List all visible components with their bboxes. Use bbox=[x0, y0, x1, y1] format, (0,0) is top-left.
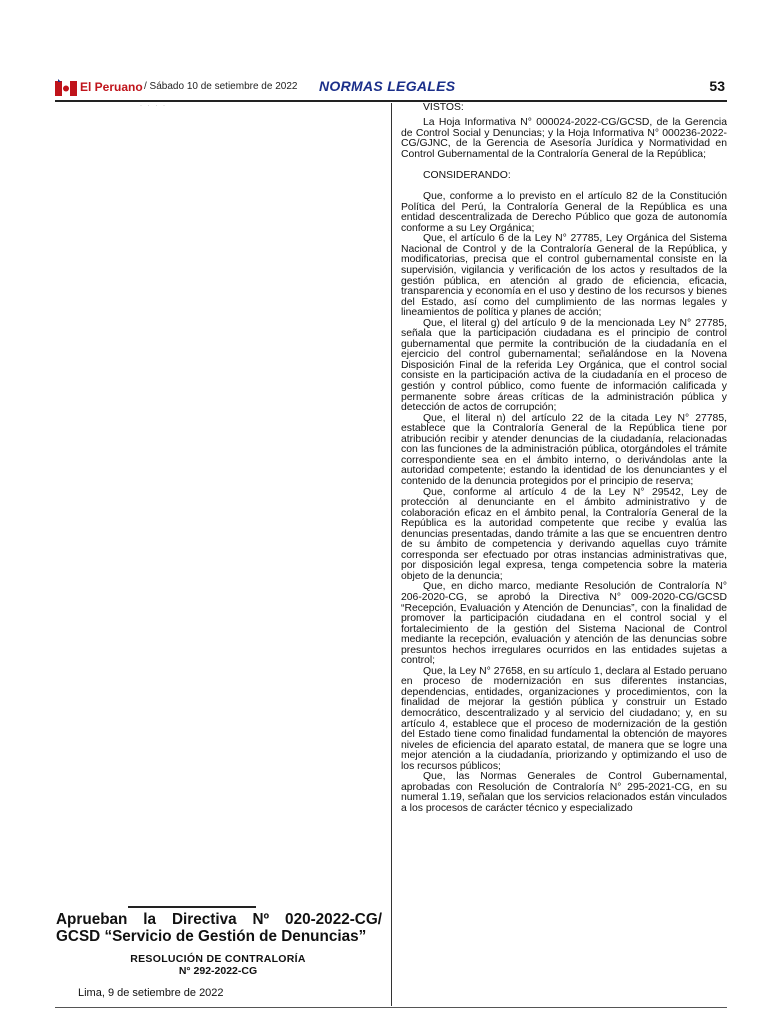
el-peruano-logo-icon bbox=[55, 79, 77, 97]
issue-date: / Sábado 10 de setiembre de 2022 bbox=[144, 81, 298, 92]
column-divider bbox=[391, 103, 392, 1006]
body-paragraph: Que, las Normas Generales de Control Gubernamental, aprobadas con Resolución de Contraloría N° 295-2021-CG, en su numeral 1.19, señalan que los servicios relacionados están vinculados a los procesos de carácter técnico y especializado bbox=[401, 771, 727, 814]
body-paragraph: Que, conforme a lo previsto en el artículo 82 de la Constitución Política del Perú, la Contraloría General de la República es una entidad descentralizada de Derecho Público que goza de autonomía conforme a su Ley Orgánica; bbox=[401, 191, 727, 234]
body-paragraph: Que, la Ley N° 27658, en su artículo 1, declara al Estado peruano en proceso de modernización en sus diferentes instancias, dependencias, entidades, organizaciones y procedimientos, con la finalidad de mejorar la gestión pública y construir un Estado democrático, descentralizado y al servicio del ciudadano; y, en su artículo 4, establece que el proceso de modernización de la gestión del Estado tiene como finalidad fundamental la obtención de mayores niveles de eficiencia del aparato estatal, de manera que se logre una mejor atención a la ciudadanía, priorizando y optimizando el uso de los recursos públicos; bbox=[401, 665, 727, 772]
article-title: Aprueban la Directiva Nº 020-2022-CG/ GCSD “Servicio de Gestión de Denuncias” bbox=[56, 911, 382, 945]
considerando-heading: CONSIDERANDO: bbox=[423, 170, 511, 182]
page-header bbox=[55, 76, 727, 100]
resolution-heading: RESOLUCIÓN DE CONTRALORÍA bbox=[130, 953, 306, 965]
section-title: NORMAS LEGALES bbox=[319, 78, 456, 94]
footer-divider bbox=[55, 1007, 727, 1008]
right-column bbox=[401, 102, 727, 1006]
title-rule bbox=[128, 906, 256, 908]
resolution-number: N° 292-2022-CG bbox=[178, 965, 258, 977]
vistos-heading: VISTOS: bbox=[423, 102, 464, 113]
page-number: 53 bbox=[709, 78, 725, 94]
faint-bleed-mark: · · · · bbox=[140, 103, 167, 109]
body-paragraph: Que, en dicho marco, mediante Resolución de Contraloría N° 206-2020-CG, se aprobó la Directiva N° 009-2020-CG/GCSD “Recepción, Evaluación y Atención de Denuncias”, con la finalidad de promover la participación ciudadana en el control social y el fortalecimiento de la gestión del Sistema Nacional de Control mediante la recepción, evaluación y atención de las denuncias sobre presuntos hechos irregulares ocurridos en las entidades sujetas a control; bbox=[401, 581, 727, 667]
vistos-paragraph: La Hoja Informativa N° 000024-2022-CG/GCSD, de la Gerencia de Control Social y Denuncias; y la Hoja Informativa N° 000236-2022-CG/GJNC, de la Gerencia de Asesoría Jurídica y Normatividad en Control Gubernamental de la Contraloría General de la República; bbox=[401, 117, 727, 160]
body-paragraph: Que, el artículo 6 de la Ley N° 27785, Ley Orgánica del Sistema Nacional de Control y de la Contraloría General de la República, y modificatorias, precisa que el control gubernamental consiste en la supervisión, vigilancia y verificación de los actos y resultados de la gestión pública, en atención al grado de eficiencia, eficacia, transparencia y economía en el uso y destino de los recursos y bienes del Estado, así como del cumplimiento de las normas legales y lineamientos de política y planes de acción; bbox=[401, 233, 727, 319]
body-paragraph: Que, el literal g) del artículo 9 de la mencionada Ley N° 27785, señala que la participación ciudadana es el principio de control gubernamental que permite la contribución de la ciudadanía en el ejercicio del control gubernamental; señalándose en la Novena Disposición Final de la referida Ley Orgánica, que el control social consiste en la participación activa de la ciudadanía en el proceso de gestión y control público, como fuente de información calificada y permanente sobre áreas críticas de la administración pública y detección de actos de corrupción; bbox=[401, 317, 727, 414]
body-paragraph: Que, conforme al artículo 4 de la Ley N° 29542, Ley de protección al denunciante en el ámbito administrativo y de colaboración eficaz en el ámbito penal, la Contraloría General de la República es la autoridad competente que recibe y evalúa las denuncias presentadas, dando trámite a las que se encuentren dentro de su ámbito de competencia y derivando aquellas cuyo trámite corresponda ser efectuado por otras instancias administrativas que, por disposición legal expresa, tenga competencia sobre la materia objeto de la denuncia; bbox=[401, 486, 727, 582]
newspaper-name: El Peruano bbox=[80, 80, 143, 94]
body-paragraph: Que, el literal n) del artículo 22 de la citada Ley N° 27785, establece que la Contraloría General de la República tiene por atribución recibir y atender denuncias de la ciudadanía, relacionadas con las funciones de la administración pública, otorgándoles el trámite correspondiente sea en el ámbito interno, o derivándolas ante la autoridad competente; estando la identidad de los denunciantes y el contenido de la denuncia protegidos por el principio de reserva; bbox=[401, 412, 727, 487]
place-date: Lima, 9 de setiembre de 2022 bbox=[78, 987, 224, 999]
